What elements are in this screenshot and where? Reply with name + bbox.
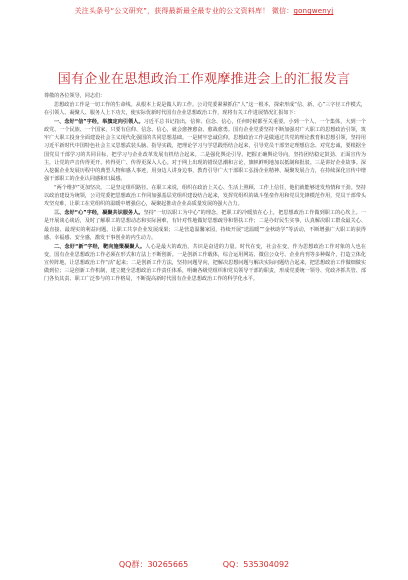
banner-text: 关注头条号“公文研究”，获得最新最全最专业的公文资料库！ 微信： bbox=[74, 7, 294, 15]
greeting: 尊敬的各位领导，同志们： bbox=[44, 93, 106, 99]
paragraph: 思想政治工作是一切工作的生命线。从根本上说是做人的工作。公司党委紧紧抓住“人”这一根本，探索形成“信、新、心”三字径工作模式，在引领人、凝聚人、服务人上下功夫，使实际优新时代国有企业思想政治工作，现将有关工作进展情况汇报如下： bbox=[44, 101, 366, 116]
top-banner bbox=[0, 0, 408, 22]
wechat-link[interactable]: gongwenyj bbox=[293, 7, 334, 15]
document-body bbox=[44, 92, 366, 284]
paragraph: “两个维护”更加坚决。二是坚定组织路径。在职工来说，组织在政治上关心、生活上照顾、工作上信任，他们就能够迸发热情和干劲。坚持以政治建设为统领，公司党委把思想政治工作同加强基层党组织建设结合起来，发挥党组织的战斗堡垒作用和党员先锋模范作用，党员干部带头攻坚克难，让职工在党组织的温暖中增强信心，凝聚起推动企业高质量发展的强大合力。 bbox=[44, 185, 366, 208]
paragraph: 三、念好“心”字经，凝聚共识服务人。坚持“一切以职工为中心”的理念，把职工的冷暖放在心上，把思想政治工作做到职工的心坎上。一是开展谈心谈话，及时了解职工的思想动态和实际困难，有针对性地做好思想疏导和帮扶工作；二是办好民生实事，认真解决职工群众最关心、最直接、最现实的利益问题，让职工共享企业发展成果；三是营造温馨家园，持续开展“送温暖”“金秋助学”等活动，不断增强广大职工的获得感、幸福感、安全感，激发干事创业的内生动力。 bbox=[44, 210, 367, 241]
paragraph: 一、念好“信”字经，举旗定向引领人。习近平总书记指出，信仰、信念、信心，任何时候都至关重要。小到一个人、一个集体，大到一个政党、一个民族、一个国家，只要有信仰、信念、信心，就会愈挫愈奋、愈战愈勇。国有企业党委坚持不断加强对广大职工的思想政治引领，筑牢广大职工投身全面建设社会主义现代化强国的共同思想基础。一是树牢忠诚信仰。思想政治工作是做通过共党的理论教育和思想引领，坚持用习近平新时代中国特色社会主义思想武装头脑、指导实践，把理论学习与学思践悟结合起来，引导党员干部坚定理想信念、对党忠诚，要根据全国党员干部学习的共同目标，把学习与企业改革发展有机结合起来。二是强化舆论引导。把握正确舆论导向，坚持团结稳定鼓劲、正面宣传为主，让党的声音传得更开、传得更广、传得更深入人心。对于网上出现的错误思潮和言论，旗帜鲜明地加以抵制和批驳。三是讲好企业故事。深入挖掘企业发展历程中的典型人物和感人事迹，用身边人讲身边事，教育引导广大干部职工弘扬企业精神、凝聚发展合力，在持续深化宣传中增强干部职工的企业认同感和归属感。 bbox=[44, 118, 366, 183]
paragraph: 二、念好“新”字经，靶向施策凝聚人。人心是最大的政治，共识是奋进的力量。时代在变，社会在变，作为思想政治工作对象的人也在变，国有企业思想政治工作必须在形式和方法上不断创新。一是创新工作载体，综合运用网站、微信公众号、企业内刊等多种媒介，打造立体化宣传阵地，让思想政治工作“活”起来；二是创新工作方法，坚持问题导向，把解决思想问题与解决实际问题结合起来，把思想政治工作做细做实做到位；三是创新工作机制，建立健全思想政治工作责任体系，明确各级党组织和党员领导干部的职责，形成党委统一领导、党政齐抓共管、部门各负其责、职工广泛参与的工作格局，不断提高新时代国有企业思想政治工作的科学化水平。 bbox=[44, 243, 366, 283]
footer bbox=[0, 556, 408, 574]
qq-group: QQ群：30265665 bbox=[118, 560, 189, 569]
qq-contact: QQ：535304092 bbox=[222, 560, 290, 569]
page-title: 国有企业在思想政治工作观摩推进会上的汇报发言 bbox=[57, 72, 351, 87]
